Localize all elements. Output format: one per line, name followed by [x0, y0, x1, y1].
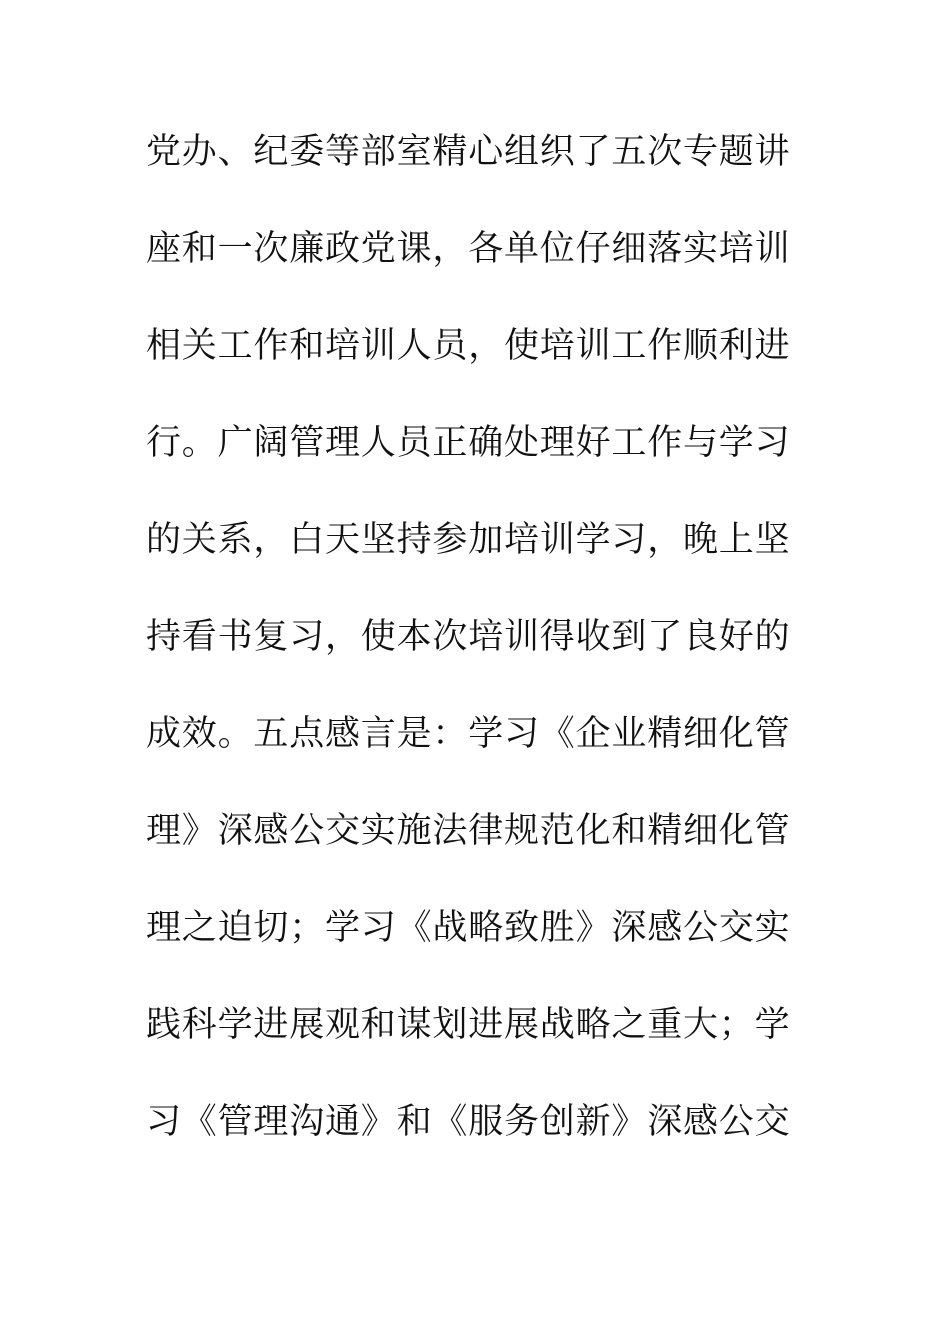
text-line: 行。广阔管理人员正确处理好工作与学习 [146, 423, 791, 463]
text-line: 理之迫切；学习《战略致胜》深感公交实 [146, 908, 791, 948]
text-line: 党办、纪委等部室精心组织了五次专题讲 [146, 132, 791, 172]
text-line: 成效。五点感言是：学习《企业精细化管 [146, 714, 791, 754]
text-line: 持看书复习，使本次培训得收到了良好的 [146, 617, 791, 657]
text-line: 践科学进展观和谋划进展战略之重大；学 [146, 1005, 791, 1045]
text-line: 座和一次廉政党课，各单位仔细落实培训 [146, 229, 791, 269]
text-line: 的关系，白天坚持参加培训学习，晚上坚 [146, 520, 791, 560]
text-line: 习《管理沟通》和《服务创新》深感公交 [146, 1102, 791, 1142]
body-paragraph [146, 124, 826, 1191]
text-line: 相关工作和培训人员，使培训工作顺利进 [146, 326, 791, 366]
text-line: 理》深感公交实施法律规范化和精细化管 [146, 811, 791, 851]
